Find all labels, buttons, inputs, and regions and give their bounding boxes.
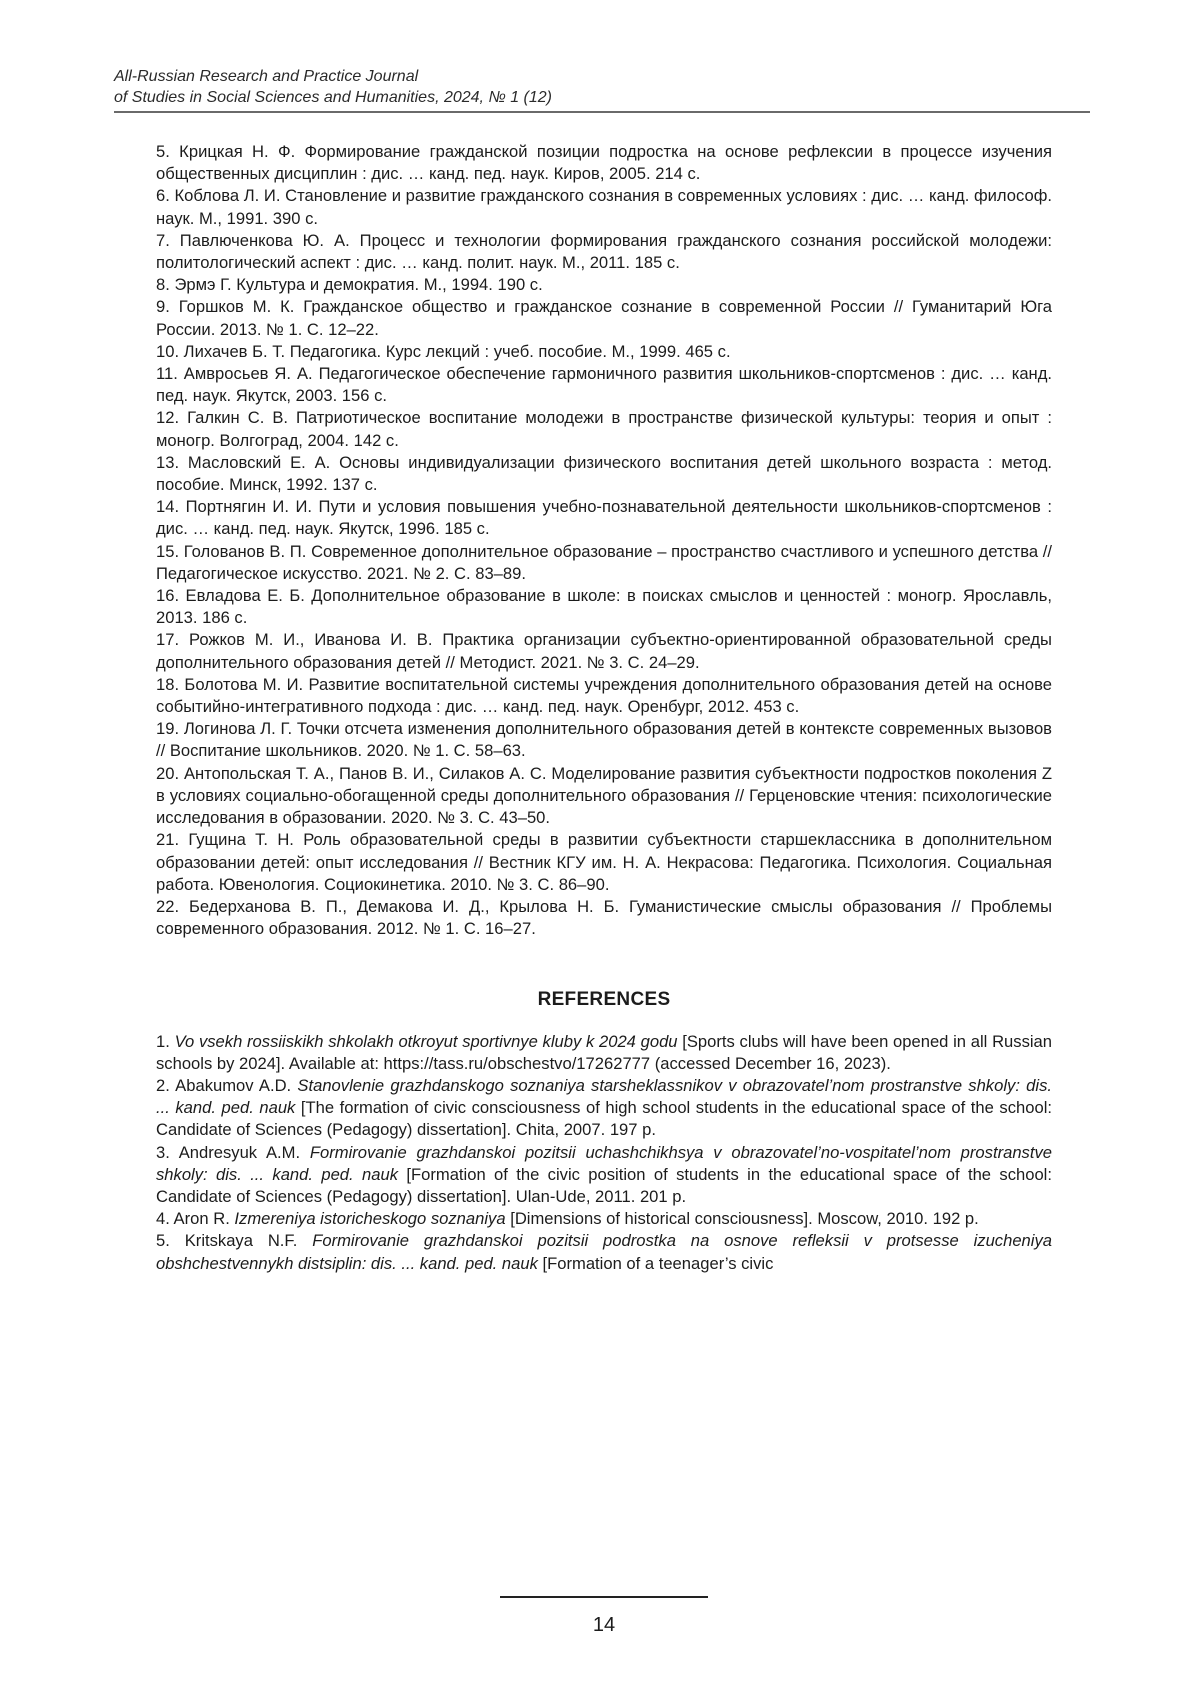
reference-number: 1. [156, 1031, 175, 1051]
reference-ru-item: 7. Павлюченкова Ю. А. Процесс и технологии формирования гражданского сознания российской молодежи: политологический аспект : дис. … канд. полит. наук. М., 2011. 185 с. [156, 230, 1052, 273]
references-ru-list [156, 141, 1052, 940]
reference-ru-item: 12. Галкин С. В. Патриотическое воспитание молодежи в пространстве физической культуры: теория и опыт : моногр. Волгоград, 2004. 142 с. [156, 408, 1052, 450]
journal-header-line-2: of Studies in Social Sciences and Humanities, 2024, № 1 (12) [114, 89, 553, 106]
reference-en-item [156, 1208, 1052, 1230]
references-heading: REFERENCES [537, 989, 671, 1011]
journal-header-line-1: All-Russian Research and Practice Journal [114, 68, 419, 85]
reference-details: [Dimensions of historical consciousness]. Moscow, 2010. 192 p. [505, 1209, 979, 1229]
reference-number: 5. [156, 1231, 185, 1251]
reference-title: Formirovanie grazhdanskoi pozitsii uchashchikhsya v obrazovatel’no-vospitatel’nom prostranstve shkoly: dis. ... kand. ped. nauk [156, 1142, 1052, 1184]
reference-ru-item: 11. Амвросьев Я. А. Педагогическое обеспечение гармоничного развития школьников-спортсменов : дис. … канд. пед. наук. Якутск, 2003. 156 с. [156, 364, 1052, 406]
reference-en-item [156, 1031, 1052, 1075]
reference-ru-item: 22. Бедерханова В. П., Демакова И. Д., Крылова Н. Б. Гуманистические смыслы образования // Проблемы современного образования. 2012. № 1. С. 16–27. [156, 896, 1052, 939]
reference-title: Formirovanie grazhdanskoi pozitsii podrostka na osnove refleksii v protsesse izucheniya obshchestvennykh distsiplin: dis. ... kand. ped. nauk [156, 1231, 1052, 1273]
reference-ru-item: 14. Портнягин И. И. Пути и условия повышения учебно-познавательной деятельности школьников-спортсменов : дис. … канд. пед. наук. Якутск, 1996. 185 с. [156, 497, 1052, 539]
reference-ru-item: 16. Евладова Е. Б. Дополнительное образование в школе: в поисках смыслов и ценностей : моногр. Ярославль, 2013. 186 с. [156, 586, 1052, 628]
reference-ru-item: 15. Голованов В. П. Современное дополнительное образование – пространство счастливого и успешного детства // Педагогическое искусство. 2021. № 2. С. 83–89. [156, 541, 1052, 583]
page-content [156, 141, 1052, 1275]
reference-ru-item: 6. Коблова Л. И. Становление и развитие гражданского сознания в современных условиях : дис. … канд. философ. наук. М., 1991. 390 с. [156, 186, 1052, 228]
reference-details: [Formation of the civic position of students in the educational space of the school: Candidate of Sciences (Pedagogy) dissertation]. Ulan-Ude, 2011. 201 p. [156, 1164, 1052, 1206]
reference-ru-item: 19. Логинова Л. Г. Точки отсчета изменения дополнительного образования детей в контексте современных вызовов // Воспитание школьников. 2020. № 1. С. 58–63. [156, 719, 1052, 761]
reference-ru-item: 5. Крицкая Н. Ф. Формирование гражданской позиции подростка на основе рефлексии в процессе изучения общественных дисциплин : дис. … канд. пед. наук. Киров, 2005. 214 с. [156, 142, 1052, 184]
reference-title: Izmereniya istoricheskogo soznaniya [234, 1209, 506, 1229]
reference-title: Stanovlenie grazhdanskogo soznaniya starsheklassnikov v obrazovatel’nom prostranstve shkoly: dis. ... kand. ped. nauk [156, 1075, 1052, 1118]
reference-ru-item: 9. Горшков М. К. Гражданское общество и гражданское сознание в современной России // Гуманитарий Юга России. 2013. № 1. С. 12–22. [156, 297, 1052, 339]
references-en-list [156, 1031, 1052, 1275]
reference-ru-item: 17. Рожков М. И., Иванова И. В. Практика организации субъектно-ориентированной образовательной среды дополнительного образования детей // Методист. 2021. № 3. С. 24–29. [156, 630, 1052, 672]
reference-author: Aron R. [173, 1209, 235, 1229]
reference-ru-item: 18. Болотова М. И. Развитие воспитательной системы учреждения дополнительного образования детей на основе событийно-интегративного подхода : дис. … канд. пед. наук. Оренбург, 2012. 453 с. [156, 674, 1052, 717]
page-number: 14 [592, 1614, 616, 1636]
reference-en-item [156, 1075, 1052, 1142]
reference-ru-item: 13. Масловский Е. А. Основы индивидуализации физического воспитания детей школьного возраста : метод. пособие. Минск, 1992. 137 с. [156, 452, 1052, 495]
reference-number: 2. [156, 1075, 176, 1095]
reference-details: [The formation of civic consciousness of high school students in the educational space of the school: Candidate of Sciences (Pedagogy) dissertation]. Chita, 2007. 197 p. [156, 1098, 1052, 1140]
reference-author: Kritskaya N.F. [184, 1231, 313, 1251]
reference-ru-item: 8. Эрмэ Г. Культура и демократия. М., 1994. 190 с. [156, 275, 543, 295]
reference-details: [Formation of a teenager’s civic [537, 1253, 774, 1273]
reference-details: [Sports clubs will have been opened in all Russian schools by 2024]. Available at: https://tass.ru/obschestvo/17262777 (accessed December 16, 2023). [156, 1031, 1053, 1073]
header-divider [114, 111, 1090, 113]
reference-author: Andresyuk A.M. [178, 1142, 310, 1162]
reference-en-item [156, 1230, 1052, 1274]
reference-author: Abakumov A.D. [175, 1075, 298, 1095]
reference-en-item [156, 1142, 1052, 1209]
reference-ru-item: 20. Антопольская Т. А., Панов В. И., Силаков А. С. Моделирование развития субъектности подростков поколения Z в условиях социально-обогащенной среды дополнительного образования // Герценовские чтения: психологические исследования в образовании. 2020. № 3. С. 43–50. [156, 763, 1052, 828]
journal-header [114, 66, 1090, 108]
reference-number: 4. [156, 1209, 174, 1229]
reference-ru-item: 10. Лихачев Б. Т. Педагогика. Курс лекций : учеб. пособие. М., 1999. 465 с. [156, 341, 731, 361]
reference-ru-item: 21. Гущина Т. Н. Роль образовательной среды в развитии субъектности старшеклассника в дополнительном образовании детей: опыт исследования // Вестник КГУ им. Н. А. Некрасова: Педагогика. Психология. Социальная работа. Ювенология. Социокинетика. 2010. № 3. С. 86–90. [156, 830, 1052, 894]
footer-divider [500, 1596, 708, 1598]
reference-title: Vo vsekh rossiiskikh shkolakh otkroyut sportivnye kluby k 2024 godu [174, 1031, 678, 1051]
reference-number: 3. [156, 1142, 179, 1162]
